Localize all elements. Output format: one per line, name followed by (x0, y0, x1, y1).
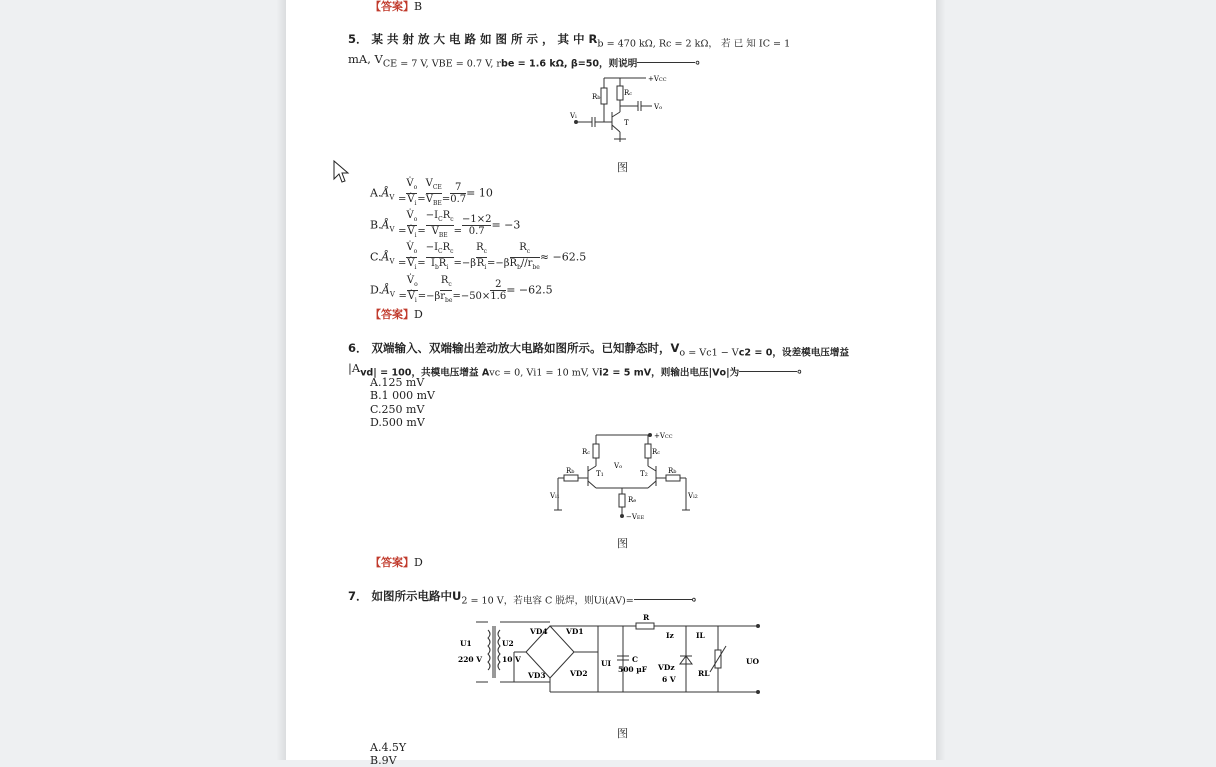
svg-text:Vi: Vi (570, 112, 577, 120)
q6-option-d: D.500 mV (370, 416, 425, 429)
q5-circuit-figure (566, 72, 676, 148)
q7-stem: 7． 如图所示电路中$U_{2 = 10 V,若电容 C 脱焊,则Ui(AV)=}$ 。 (348, 589, 704, 607)
svg-text:Rc: Rc (624, 89, 633, 97)
rc-resistor (617, 86, 623, 100)
q7-figure-caption: 图 (617, 727, 628, 740)
page-shadow-left (276, 0, 286, 760)
q5-option-c: $C.Å_V$ = $\frac{V̇_o}{V̇_i}$ = $-I_CR_c$ $I_bR_i$ =−β $\frac{R_c}{R_i}$ =−β $R_c$ $R_b//r_{be}$ ≈ −62.5 (370, 242, 587, 271)
svg-text:Vi2: Vi2 (688, 492, 698, 500)
svg-text:Re: Re (628, 496, 637, 504)
rb-resistor (601, 88, 607, 104)
q6-option-c: C.250 mV (370, 403, 425, 416)
document-page (286, 0, 936, 767)
q5-option-a: $A.Å_V$ = $\frac{V̇_o}{V̇_i}$ = $V_{CE}$ $V_{BE}$ = $\frac{7}{0.7}$ = 10 (370, 178, 493, 207)
svg-text:Rb: Rb (668, 467, 677, 475)
answer-value: B (414, 0, 423, 13)
svg-text:U1: U1 (460, 639, 472, 648)
svg-text:6 V: 6 V (662, 675, 676, 684)
q6-option-b: B.1 000 mV (370, 389, 435, 402)
svg-text:Vo: Vo (654, 103, 663, 111)
q6-stem-line1: 6． 双端输入、双端输出差动放大电路如图所示。已知静态时，$V_{o = Vc1 - Vc2 = 0,设差模电压增益}$ (348, 341, 850, 359)
q5-option-b: $B.Å_V$ = $\frac{V̇_o}{V̇_i}$ = $-I_CR_c$ $V_{BE}$ = $\frac{-1\times 2}{0.7}$ = −3 (370, 210, 521, 239)
svg-text:+VCC: +VCC (654, 432, 673, 440)
answer-blank (739, 362, 797, 372)
svg-text:Rc: Rc (652, 448, 661, 456)
answer-blank (637, 53, 695, 63)
mouse-cursor-icon (333, 160, 349, 184)
q5-answer (370, 306, 423, 322)
q6-answer (370, 554, 423, 570)
svg-text:UI: UI (601, 659, 612, 668)
svg-text:C: C (632, 655, 638, 664)
svg-text:VDz: VDz (658, 663, 675, 672)
svg-text:T: T (624, 119, 629, 127)
answer-tag: 【答案】 (370, 556, 414, 569)
svg-text:VD1: VD1 (566, 627, 584, 636)
answer-value: D (414, 308, 423, 321)
svg-text:VD2: VD2 (570, 669, 588, 678)
answer-blank (634, 590, 692, 600)
svg-text:RL: RL (698, 669, 710, 678)
svg-text:Iz: Iz (666, 631, 674, 640)
svg-text:Rb: Rb (566, 467, 575, 475)
q5-option-d: $D.Å_V$ = $\frac{V̇_o}{V̇_i}$ =−β $R_c$ $r_{be}$ =−50× $\frac{2}{1.6}$ = −62.5 (370, 275, 553, 304)
svg-text:−VEE: −VEE (626, 513, 645, 521)
q6-diff-amp-figure (548, 430, 708, 522)
svg-text:Rc: Rc (582, 448, 591, 456)
svg-text:+VCC: +VCC (648, 75, 667, 83)
q5-stem-line2: mA, $V_{CE = 7 V, VBE = 0.7 V, rbe = 1.6 k\Omega, \beta=50,则说明}$ 。 (348, 52, 707, 70)
q6-figure-caption: 图 (617, 537, 628, 550)
svg-text:IL: IL (696, 631, 705, 640)
svg-text:VD4: VD4 (530, 627, 548, 636)
svg-text:T2: T2 (640, 470, 648, 478)
svg-text:Rb: Rb (592, 93, 601, 101)
q4-answer (370, 0, 422, 14)
svg-text:R: R (643, 613, 650, 622)
svg-text:500 µF: 500 µF (618, 665, 648, 674)
svg-text:10 V: 10 V (502, 655, 521, 664)
q7-rectifier-figure (458, 612, 778, 704)
svg-text:T1: T1 (596, 470, 604, 478)
svg-text:UO: UO (746, 657, 760, 666)
svg-text:Vo: Vo (614, 462, 623, 470)
q6-option-a: A.125 mV (370, 376, 425, 389)
q7-option-a: A.4.5Y (370, 741, 407, 754)
svg-text:VD3: VD3 (528, 671, 546, 680)
svg-text:U2: U2 (502, 639, 514, 648)
q7-option-b: B.9V (370, 754, 397, 767)
svg-text:220 V: 220 V (458, 655, 483, 664)
answer-value: D (414, 556, 423, 569)
svg-text:Vi1: Vi1 (550, 492, 560, 500)
page-shadow-right (936, 0, 946, 760)
answer-tag: 【答案】 (370, 0, 414, 13)
answer-tag: 【答案】 (370, 308, 414, 321)
q5-figure-caption: 图 (617, 161, 628, 174)
q5-stem-line1: 5． 某 共 射 放 大 电 路 如 图 所 示 ， 其 中 $R_{b = 470 k\Omega, Rc = 2 k\Omega, 若 已 知 IC = 1}$ (348, 32, 791, 50)
q6-stem-line2: $|A_{vd| = 100,共模电压增益 Avc = 0, Vi1 = 10 mV, Vi2 = 5 mV,则输出电压|Vo|为}$ 。 (348, 361, 809, 379)
